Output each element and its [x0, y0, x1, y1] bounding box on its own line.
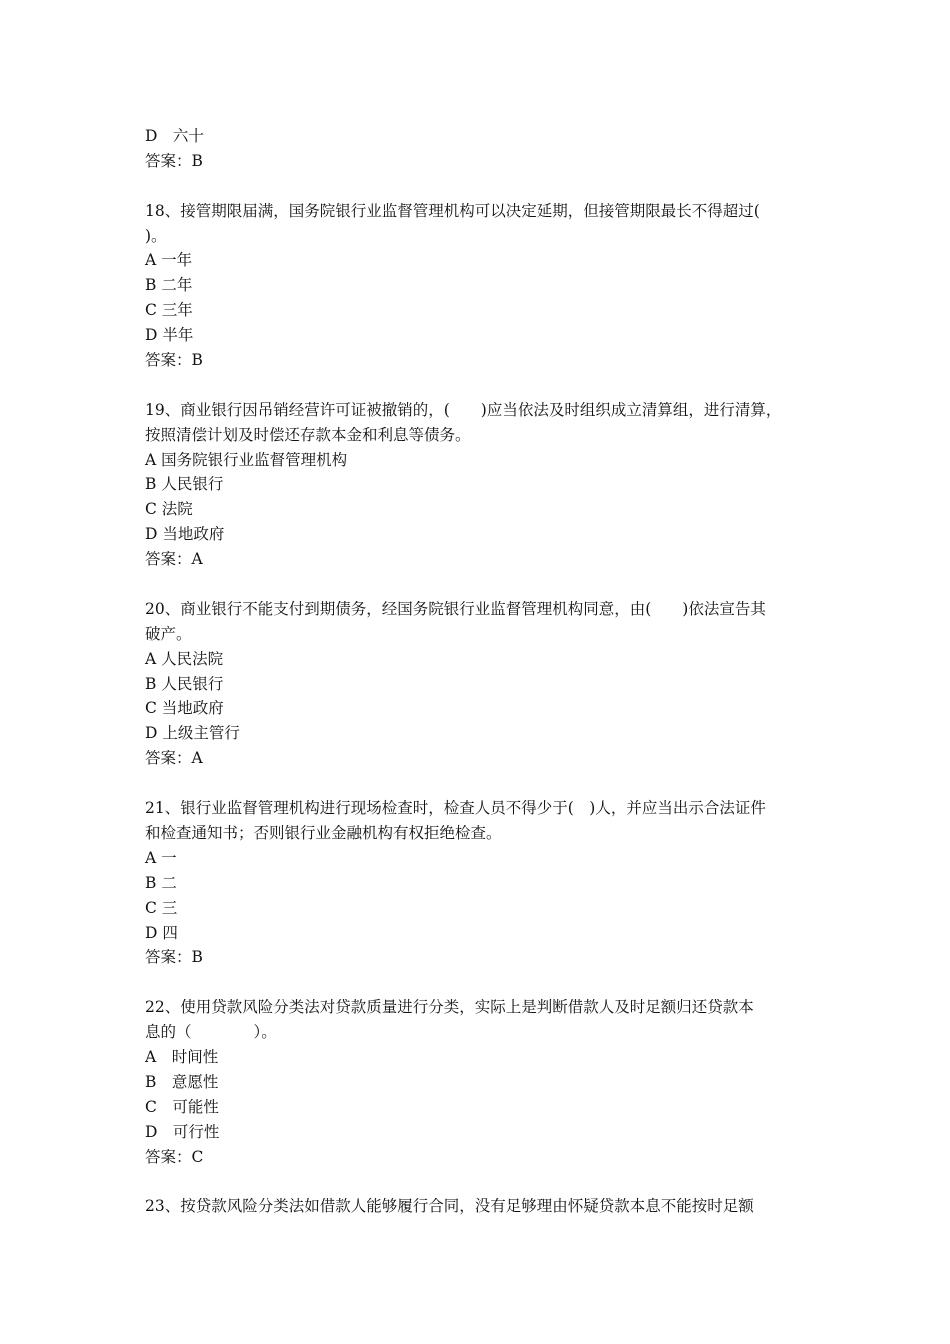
question-text: 18、接管期限届满，国务院银行业监督管理机构可以决定延期，但接管期限最长不得超过(	[145, 201, 760, 220]
question-block-18	[145, 199, 815, 373]
question-text-cont: )。	[145, 226, 167, 245]
option-c: C 可能性	[145, 1097, 219, 1116]
question-text: 19、商业银行因吊销经营许可证被撤销的，( )应当依法及时组织成立清算组，进行清算，	[145, 400, 782, 419]
question-text: 23、按贷款风险分类法如借款人能够履行合同，没有足够理由怀疑贷款本息不能按时足额	[145, 1197, 754, 1216]
option-c: C 法院	[145, 500, 193, 519]
option-c: C 三年	[145, 301, 193, 320]
option-b: B 二	[145, 873, 177, 892]
answer: 答案：B	[145, 948, 203, 967]
option-d: D 四	[145, 923, 178, 942]
option-c: C 当地政府	[145, 699, 224, 718]
question-block-20	[145, 597, 815, 771]
question-block-17-tail	[145, 124, 815, 174]
question-block-21	[145, 796, 815, 970]
answer: 答案：A	[145, 550, 203, 569]
option-a: A 国务院银行业监督管理机构	[145, 450, 348, 469]
question-text: 20、商业银行不能支付到期债务，经国务院银行业监督管理机构同意，由( )依法宣告其	[145, 599, 766, 618]
option-d: D 半年	[145, 326, 194, 345]
option-d: D 上级主管行	[145, 724, 240, 743]
question-text: 21、银行业监督管理机构进行现场检查时，检查人员不得少于( )人，并应当出示合法证件	[145, 799, 766, 818]
question-block-22	[145, 995, 815, 1169]
option-d: D 当地政府	[145, 525, 225, 544]
question-text-cont: 破产。	[145, 624, 192, 643]
option-a: A 一	[145, 848, 177, 867]
answer: 答案：B	[145, 351, 203, 370]
option-b: B 二年	[145, 276, 193, 295]
question-text-cont: 和检查通知书；否则银行业金融机构有权拒绝检查。	[145, 823, 502, 842]
document-page	[145, 124, 815, 1219]
question-text-cont: 按照清偿计划及时偿还存款本金和利息等债务。	[145, 425, 471, 444]
option-b: B 人民银行	[145, 674, 224, 693]
option-b: B 意愿性	[145, 1072, 219, 1091]
option-a: A 人民法院	[145, 649, 224, 668]
answer: 答案：B	[145, 151, 203, 170]
answer: 答案：C	[145, 1147, 204, 1166]
option-d: D 可行性	[145, 1122, 220, 1141]
question-block-19	[145, 398, 815, 572]
option-d: D 六十	[145, 127, 204, 145]
question-block-23	[145, 1194, 815, 1219]
question-text-cont: 息的（ ）。	[145, 1023, 277, 1042]
option-a: A 时间性	[145, 1047, 219, 1066]
answer: 答案：A	[145, 749, 203, 768]
option-b: B 人民银行	[145, 475, 224, 494]
question-text: 22、使用贷款风险分类法对贷款质量进行分类，实际上是判断借款人及时足额归还贷款本	[145, 998, 754, 1017]
option-c: C 三	[145, 898, 178, 917]
option-a: A 一年	[145, 251, 193, 270]
